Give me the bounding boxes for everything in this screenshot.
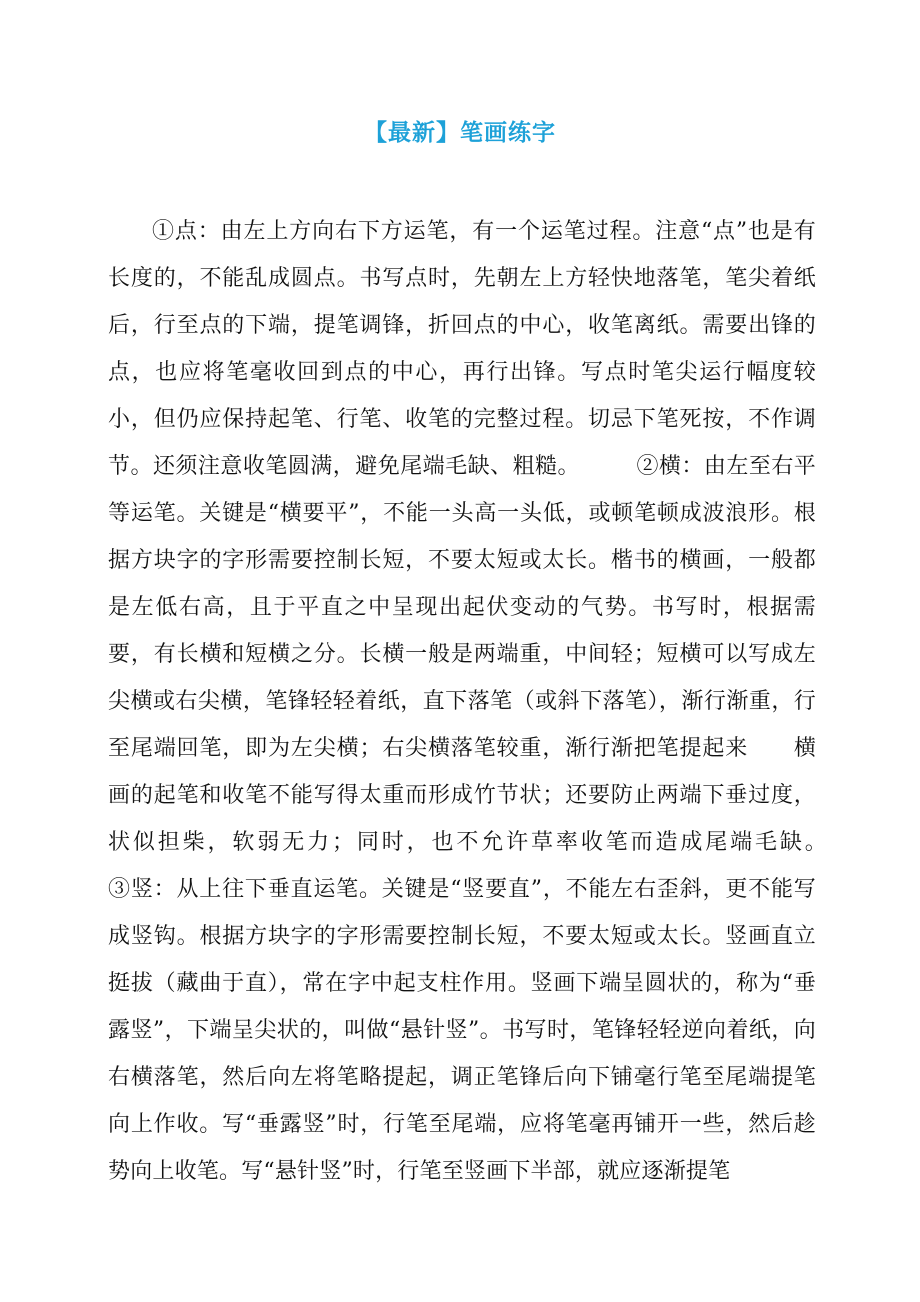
paragraph-horizontal-stroke-notes: 横画的起笔和收笔不能写得太重而形成竹节状；还要防止两端下垂过度，状似担柴，软弱无力；同时，也不允许草率收笔而造成尾端毛缺。 (108, 736, 817, 855)
paragraph-dot-stroke: ①点：由左上方向右下方运笔，有一个运笔过程。注意“点”也是有长度的，不能乱成圆点。书写点时，先朝左上方轻快地落笔，笔尖着纸后，行至点的下端，提笔调锋，折回点的中心，收笔离纸。需要出锋的点，也应将笔毫收回到点的中心，再行出锋。写点时笔尖运行幅度较小，但仍应保持起笔、行笔、收笔的完整过程。切忌下笔死按，不作调节。还须注意收笔圆满，避免尾端毛缺、粗糙。 (108, 219, 816, 479)
document-title: 【最新】笔画练字 (364, 120, 556, 146)
body-text (108, 208, 816, 1195)
paragraph-horizontal-stroke: ②横：由左至右平等运笔。关键是“横要平”，不能一头高一头低，或顿笔顿成波浪形。根据方块字的字形需要控制长短，不要太短或太长。楷书的横画，一般都是左低右高，且于平直之中呈现出起伏变动的气势。书写时，根据需要，有长横和短横之分。长横一般是两端重，中间轻；短横可以写成左尖横或右尖横，笔锋轻轻着纸，直下落笔（或斜下落笔），渐行渐重，行至尾端回笔，即为左尖横；右尖横落笔较重，渐行渐把笔提起来 (108, 454, 816, 761)
paragraph-vertical-stroke: ③竖：从上往下垂直运笔。关键是“竖要直”，不能左右歪斜，更不能写成竖钩。根据方块字的字形需要控制长短，不要太短或太长。竖画直立挺拔（藏曲于直），常在字中起支柱作用。竖画下端呈圆状的，称为“垂露竖”，下端呈尖状的，叫做“悬针竖”。书写时，笔锋轻轻逆向着纸，向右横落笔，然后向左将笔略提起，调正笔锋后向下铺毫行笔至尾端提笔向上作收。写“垂露竖”时，行笔至尾端，应将笔毫再铺开一些，然后趁势向上收笔。写“悬针竖”时，行笔至竖画下半部，就应逐渐提笔 (108, 877, 816, 1184)
